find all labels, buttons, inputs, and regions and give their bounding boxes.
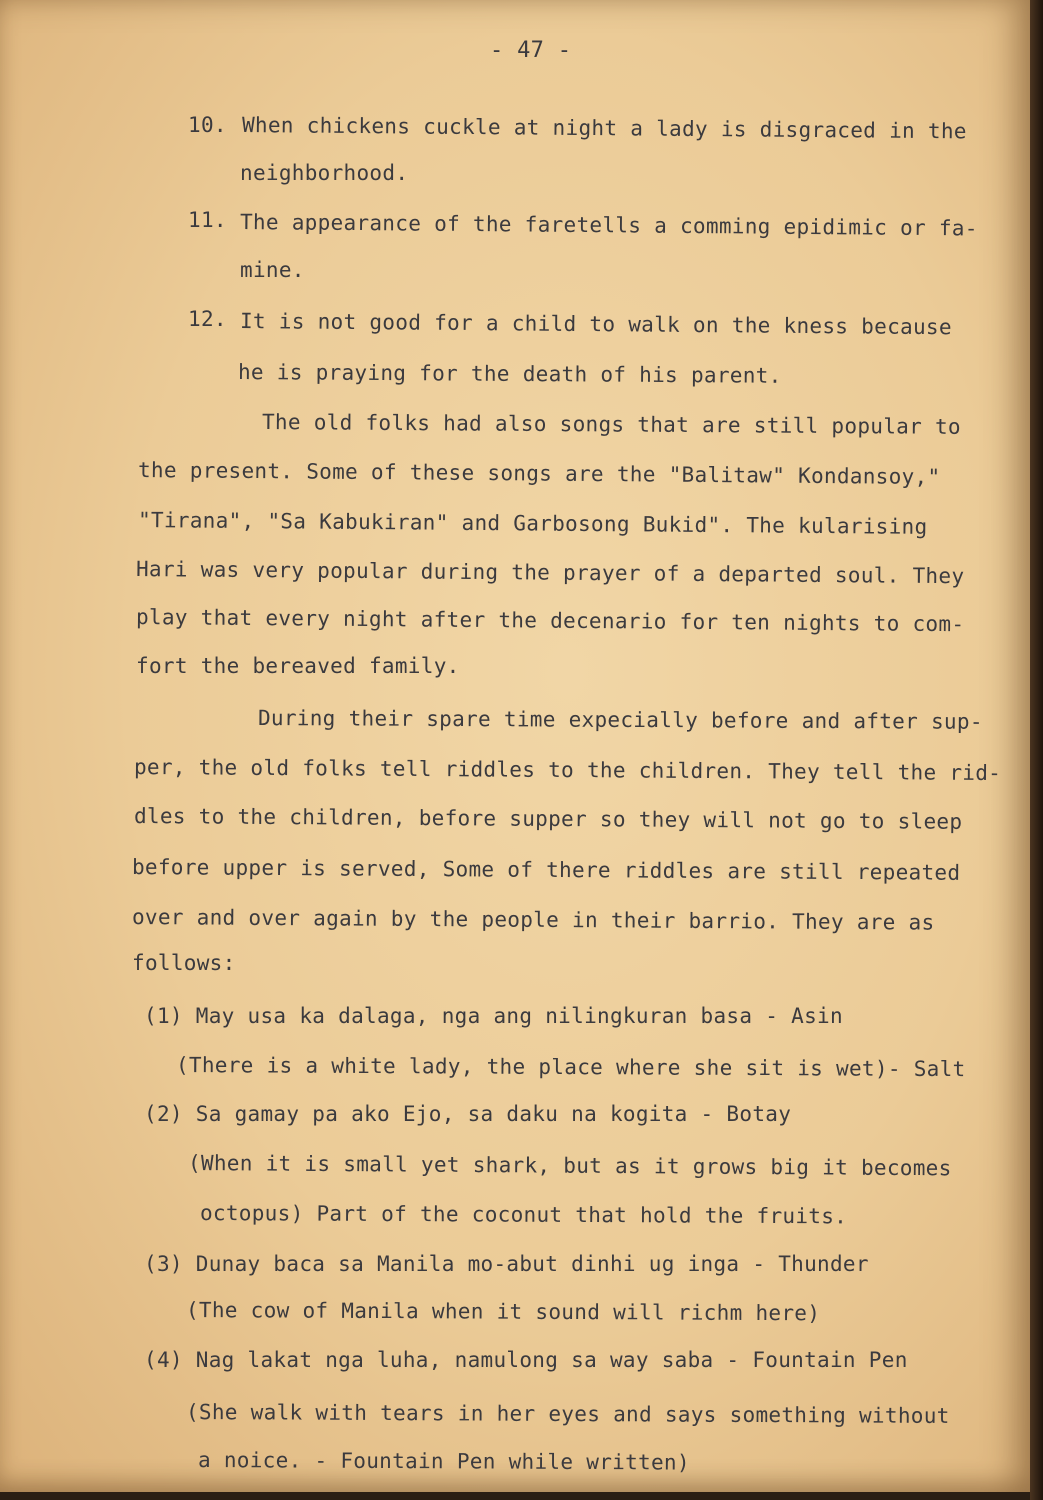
riddle-1-line1: (1) May usa ka dalaga, nga ang nilingkuran basa - Asin — [144, 1004, 843, 1028]
item-11-line1: The appearance of the faretells a comming epidimic or fa- — [239, 210, 978, 241]
riddle-2-line1: (2) Sa gamay pa ako Ejo, sa daku na kogita - Botay — [144, 1102, 792, 1126]
riddle-4-line2: (She walk with tears in her eyes and says something without — [185, 1400, 950, 1428]
paragraph1-line: Hari was very popular during the prayer of a departed soul. They — [135, 557, 965, 589]
riddle-3-line2: (The cow of Manila when it sound will richm here) — [185, 1298, 821, 1326]
paragraph2-line: before upper is served, Some of there riddles are still repeated — [131, 855, 961, 885]
riddle-4-line1: (4) Nag lakat nga luha, namulong sa way saba - Fountain Pen — [144, 1348, 908, 1372]
paragraph2-line: per, the old folks tell riddles to the children. They tell the rid- — [133, 755, 1002, 786]
paragraph1-line: The old folks had also songs that are still popular to — [261, 410, 962, 439]
paragraph2-line: dles to the children, before supper so they will not go to sleep — [133, 804, 963, 834]
paragraph1-line: fort the bereaved family. — [136, 654, 460, 678]
item-10-line2: neighborhood. — [240, 161, 409, 185]
paragraph2-line: over and over again by the people in their barrio. They are as — [131, 905, 935, 935]
item-11-line2: mine. — [240, 258, 305, 282]
paragraph2-line: follows: — [132, 951, 236, 975]
riddle-2-line2: (When it is small yet shark, but as it grows big it becomes — [187, 1151, 952, 1181]
riddle-3-line1: (3) Dunay baca sa Manila mo-abut dinhi ug inga - Thunder — [144, 1252, 869, 1276]
item-12-number: 12. — [188, 307, 227, 331]
item-10-line1: When chickens cuckle at night a lady is disgraced in the — [241, 113, 967, 144]
item-12-line2: he is praying for the death of his parent. — [237, 360, 782, 388]
paragraph1-line: "Tirana", "Sa Kabukiran" and Garbosong Bukid". The kularising — [137, 508, 928, 539]
item-11-number: 11. — [188, 208, 227, 232]
page-number: - 47 - — [490, 38, 572, 63]
paragraph2-line: During their spare time expecially before and after sup- — [257, 706, 983, 734]
riddle-1-line2: (There is a white lady, the place where she sit is wet)- Salt — [175, 1053, 966, 1082]
riddle-4-line3: a noice. - Fountain Pen while written) — [197, 1448, 690, 1475]
paragraph1-line: play that every night after the decenario for ten nights to com- — [135, 605, 965, 637]
riddle-2-line3: octopus) Part of the coconut that hold the fruits. — [199, 1201, 848, 1229]
book-spine-edge — [1030, 0, 1043, 1500]
paragraph1-line: the present. Some of these songs are the "Balitaw" Kondansoy," — [137, 458, 941, 490]
item-12-line1: It is not good for a child to walk on the kness because — [239, 309, 952, 340]
item-10-number: 10. — [188, 113, 227, 137]
